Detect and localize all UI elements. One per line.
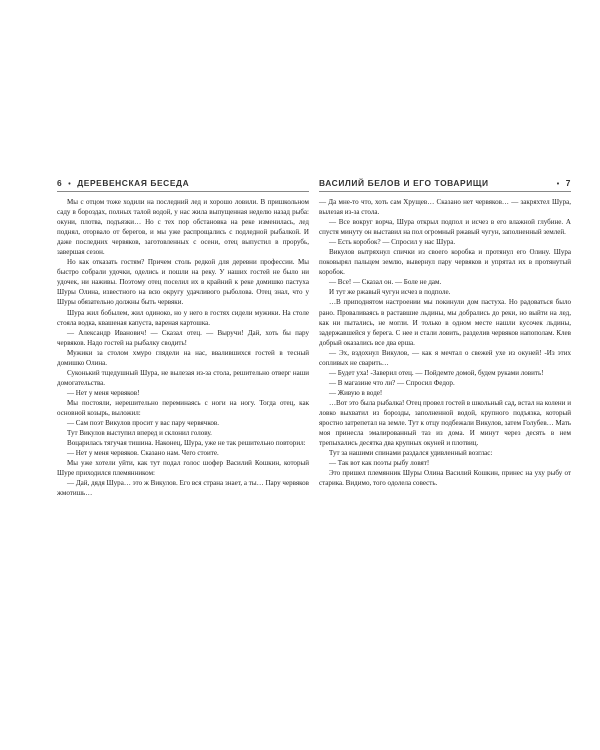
paragraph: — Да мне-то что, хоть сам Хрущев… Сказано нет червяков… — закряхтел Шура, вылезая из-за стола. (319, 198, 571, 217)
paragraph: …Вот это была рыбалка! Отец провел гостей в школьный сад, встал на колени и ловко выхватил из борозды, заполненной водой, крупного подъязка, который яростно затрепетал на земле. Тут к отцу подбежали Викулов, затем Голубев… Мать моя принесла эмалированный таз из дома. И минут через десять в нем трепыхались десятка два крупных окуней и плотвиц. (319, 398, 571, 448)
paragraph: Мы уже хотели уйти, как тут подал голос шофер Василий Кошкин, который Шуре приходился племянником: (57, 459, 309, 478)
paragraph: — Будет уха! -Заверил отец. — Пойдемте домой, будем руками ловить! (329, 368, 544, 377)
left-header-separator: • (68, 181, 72, 188)
paragraph: — Нет у меня червяков! (67, 388, 140, 397)
right-header-separator: • (556, 181, 560, 188)
paragraph: Викулов вытряхнул спички из своего коробка и протянул его Олину. Шура поковырял пальцем землю, вывернул пару червяков и упрятал их в протянутый коробок. (319, 248, 571, 277)
paragraph: — Нет у меня червяков. Сказано нам. Чего стоите. (67, 449, 219, 458)
left-page-header (57, 178, 309, 192)
paragraph: — Сам поэт Викулов просит у вас пару червячков. (67, 419, 220, 428)
left-page (57, 178, 309, 498)
paragraph: — Александр Иванович! — Сказал отец. — Выручи! Дай, хоть бы пару червяков. Надо гостей на рыбалку сводить! (57, 328, 309, 347)
paragraph: — В магазине что ли? — Спросил Федор. (329, 378, 455, 387)
left-page-text (57, 197, 309, 498)
left-page-number: 6 (57, 178, 63, 188)
right-page-header (319, 178, 571, 192)
paragraph: Но как отказать гостям? Причем столь редкой для деревни профессии. Мы быстро собрали удочки, оделись и пошли на реку. У наших гостей не было ни удочек, ни наживы. Поэтому отец поселил их в крайний к реке домишко пастуха Шуры Олина, известного на всю округу удачливого рыболова. Отец знал, что у Шуры обязательно должны быть червяки. (57, 258, 309, 307)
paragraph: Это пришел племянник Шуры Олина Василий Кошкин, принес на уху рыбу от старика. Видимо, того одолела совесть. (319, 469, 571, 488)
paragraph: — Дай, дядя Шура… это ж Викулов. Его вся страна знает, а ты… Пару червяков жмотишь… (57, 479, 309, 498)
paragraph: И тут же ржавый чугун исчез в подполе. (329, 288, 451, 297)
right-page (319, 178, 571, 488)
paragraph: Тут Викулов выступил вперед и склонил голову. (67, 429, 212, 438)
right-page-text (319, 197, 571, 488)
paragraph: — Живую в воде! (329, 388, 383, 397)
paragraph: — Все! — Сказал он. — Боле не дам. (329, 278, 442, 287)
paragraph: Тут за нашими спинами раздался удивленный возглас: (329, 449, 493, 458)
paragraph: — Эх, вздохнул Викулов, — как я мечтал о свежей ухе из окуней! -Из этих сопливых не сварить… (319, 348, 571, 367)
paragraph: Мы постояли, нерешительно переминаясь с ноги на ногу. Тогда отец, как основной козырь, выложил: (57, 398, 309, 417)
paragraph: …В приподнятом настроении мы покинули дом пастуха. Но радоваться было рано. Проваливаясь в раставшие льдины, мы добрались до реки, но выйти на лед, как ни пытались, не могли. И только в одном месте нашли кусочек льдины, задержавшейся у берега. С нее и стали ловить, разделив червяков напополам. Клев добрый оказались все два ерша. (319, 298, 571, 347)
right-page-number: 7 (565, 178, 571, 188)
paragraph: Мужики за столом хмуро глядели на нас, ввалившихся гостей в тесный домишко Олина. (57, 348, 309, 367)
paragraph: — Так вот как поэты рыбу ловят! (329, 459, 430, 468)
paragraph: — Есть коробок? — Спросил у нас Шура. (329, 238, 456, 247)
right-running-title: ВАСИЛИЙ БЕЛОВ И ЕГО ТОВАРИЩИ (319, 178, 489, 188)
paragraph: Шура жил бобылем, жил одиноко, но у него в гостях сидели мужики. На столе стояла водка, квашеная капуста, вареная картошка. (57, 308, 309, 327)
paragraph: Суконький тщедушный Шура, не вылезая из-за стола, решительно отверг наши домогательства. (57, 368, 309, 387)
paragraph: Воцарилась тягучая тишина. Наконец, Шура, уже не так решительно повторил: (67, 439, 306, 448)
paragraph: — Все вокруг ворча, Шура открыл подпол и исчез в его влажной глубине. А спустя минуту он выставил на пол огромный ржавый чугун, заполненный землей. (319, 218, 571, 237)
left-running-title: ДЕРЕВЕНСКАЯ БЕСЕДА (77, 178, 190, 188)
paragraph: Мы с отцом тоже ходили на последний лед и хорошо ловили. В пришкольном саду в бороздах, полных талой водой, у нас жила выпущенная неделю назад рыба: окуни, плотва, подъязки… Но с тех пор обстановка на реке изменилась, лед поднял, оторвало от берегов, и мы уже распрощались с подледной рыбалкой. И даже последних червяков, заготовленных с осени, отец выпустил в прорубь, завершая сезон. (57, 198, 309, 257)
